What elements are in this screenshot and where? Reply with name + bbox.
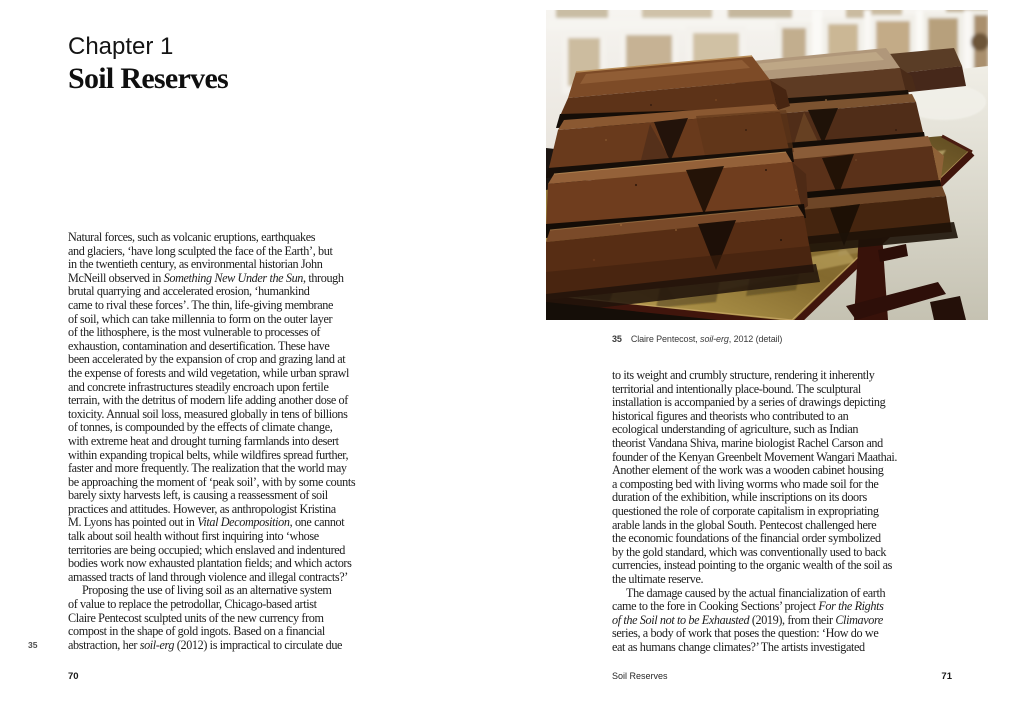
left-body-column bbox=[68, 231, 424, 652]
text-line: Proposing the use of living soil as an alternative system bbox=[82, 583, 332, 598]
text-line: in the twentieth century, as environmental historian John bbox=[68, 257, 323, 272]
text-line: territorial and intentionally place-bound. The sculptural bbox=[612, 381, 861, 396]
text-line: questioned the role of corporate capitalism in expropriating bbox=[612, 503, 879, 518]
soil-erg-photo-illustration bbox=[546, 10, 988, 320]
text-line: the economic foundations of the financial order symbolized bbox=[612, 531, 881, 546]
text-line: installation is accompanied by a series of drawings depicting bbox=[612, 395, 886, 410]
text-line: the expense of forests and wild vegetation, while urban sprawl bbox=[68, 365, 350, 380]
page-number-right: 71 bbox=[941, 671, 952, 682]
text-line: terrain, with the detritus of modern life adding another dose of bbox=[68, 393, 348, 408]
text-line: currencies, instead pointing to the organic wealth of the soil as bbox=[612, 558, 893, 573]
figure-caption-number: 35 bbox=[612, 334, 622, 344]
text-line: Another element of the work was a wooden cabinet housing bbox=[612, 463, 884, 478]
text-line: barely sixty harvests left, is causing a reassessment of soil bbox=[68, 488, 328, 503]
text-line: of the lithosphere, is the most vulnerable to processes of bbox=[68, 325, 321, 340]
text-line: The damage caused by the actual financialization of earth bbox=[626, 585, 886, 600]
text-line: a composting bed with living worms who made soil for the bbox=[612, 476, 879, 491]
text-line: theorist Vandana Shiva, marine biologist Rachel Carson and bbox=[612, 435, 883, 450]
figure-caption bbox=[612, 334, 782, 344]
page-number-left: 70 bbox=[68, 671, 79, 682]
text-line: arable lands in the global South. Pentecost challenged here bbox=[612, 517, 877, 532]
text-line: practices and attitudes. However, as anthropologist Kristina bbox=[68, 501, 336, 516]
text-line: been accelerated by the expansion of crop and grazing land at bbox=[68, 352, 346, 367]
running-footer: Soil Reserves bbox=[612, 671, 668, 681]
figure-margin-marker: 35 bbox=[28, 640, 38, 650]
text-line: faster and more frequently. The realization that the world may bbox=[68, 461, 347, 476]
figure-caption-text: Claire Pentecost, soil-erg, 2012 (detail) bbox=[630, 334, 783, 344]
text-line: be approaching the moment of ‘peak soil’, with by some counts bbox=[68, 474, 356, 489]
text-line: with extreme heat and drought turning farmlands into desert bbox=[68, 433, 339, 448]
right-body-column bbox=[612, 369, 968, 654]
text-line: Natural forces, such as volcanic eruptions, earthquakes bbox=[68, 230, 316, 244]
text-line: eat as humans change climates?’ The artists investigated bbox=[612, 639, 865, 654]
text-line: ecological understanding of agriculture, such as Indian bbox=[612, 422, 859, 437]
text-line: Claire Pentecost sculpted units of the new currency from bbox=[68, 610, 324, 625]
text-line: M. Lyons has pointed out in Vital Decomposition, one cannot bbox=[68, 515, 345, 530]
text-line: and concrete infrastructures steadily encroach upon fertile bbox=[68, 379, 329, 394]
text-line: duration of the exhibition, while inscriptions on its doors bbox=[612, 490, 867, 505]
artwork-photo bbox=[546, 10, 988, 320]
text-line: of the Soil not to be Exhausted (2019), from their Climavore bbox=[612, 612, 883, 627]
text-line: founder of the Kenyan Greenbelt Movement Wangari Maathai. bbox=[612, 449, 898, 464]
text-line: of soil, which can take millennia to form on the outer layer bbox=[68, 311, 333, 326]
text-line: talk about soil health without first inquiring into ‘whose bbox=[68, 529, 319, 544]
text-line: bodies work now exhausted plantation fields; and which actors bbox=[68, 556, 352, 571]
text-line: exhaustion, contamination and desertification. These have bbox=[68, 338, 330, 353]
text-line: abstraction, her soil-erg (2012) is impractical to circulate due bbox=[68, 637, 343, 652]
text-line: amassed tracts of land through violence and illegal contracts?’ bbox=[68, 569, 348, 584]
text-line: to its weight and crumbly structure, rendering it inherently bbox=[612, 368, 875, 382]
text-line: and glaciers, ‘have long sculpted the face of the Earth’, but bbox=[68, 243, 333, 258]
text-line: within expanding tropical belts, while wildfires spread further, bbox=[68, 447, 349, 462]
text-line: toxicity. Annual soil loss, measured globally in tens of billions bbox=[68, 406, 348, 421]
text-line: series, a body of work that poses the question: ‘How do we bbox=[612, 626, 879, 641]
text-line: came to the fore in Cooking Sections’ project For the Rights bbox=[612, 599, 884, 614]
text-line: the ultimate reserve. bbox=[612, 571, 704, 586]
text-line: historical figures and theorists who contributed to an bbox=[612, 408, 849, 423]
text-line: territories are being occupied; which enslaved and indentured bbox=[68, 542, 345, 557]
text-line: McNeill observed in Something New Under the Sun, through bbox=[68, 270, 344, 285]
text-line: came to rival these forces’. The thin, life-giving membrane bbox=[68, 297, 334, 312]
text-line: by the gold standard, which was conventionally used to back bbox=[612, 544, 887, 559]
text-line: of value to replace the petrodollar, Chicago-based artist bbox=[68, 597, 317, 612]
chapter-title: Soil Reserves bbox=[68, 62, 229, 95]
text-line: of tonnes, is compounded by the effects of climate change, bbox=[68, 420, 333, 435]
text-line: brutal quarrying and accelerated erosion, ‘humankind bbox=[68, 284, 310, 299]
chapter-kicker: Chapter 1 bbox=[68, 33, 174, 60]
text-line: compost in the shape of gold ingots. Based on a financial bbox=[68, 624, 325, 639]
